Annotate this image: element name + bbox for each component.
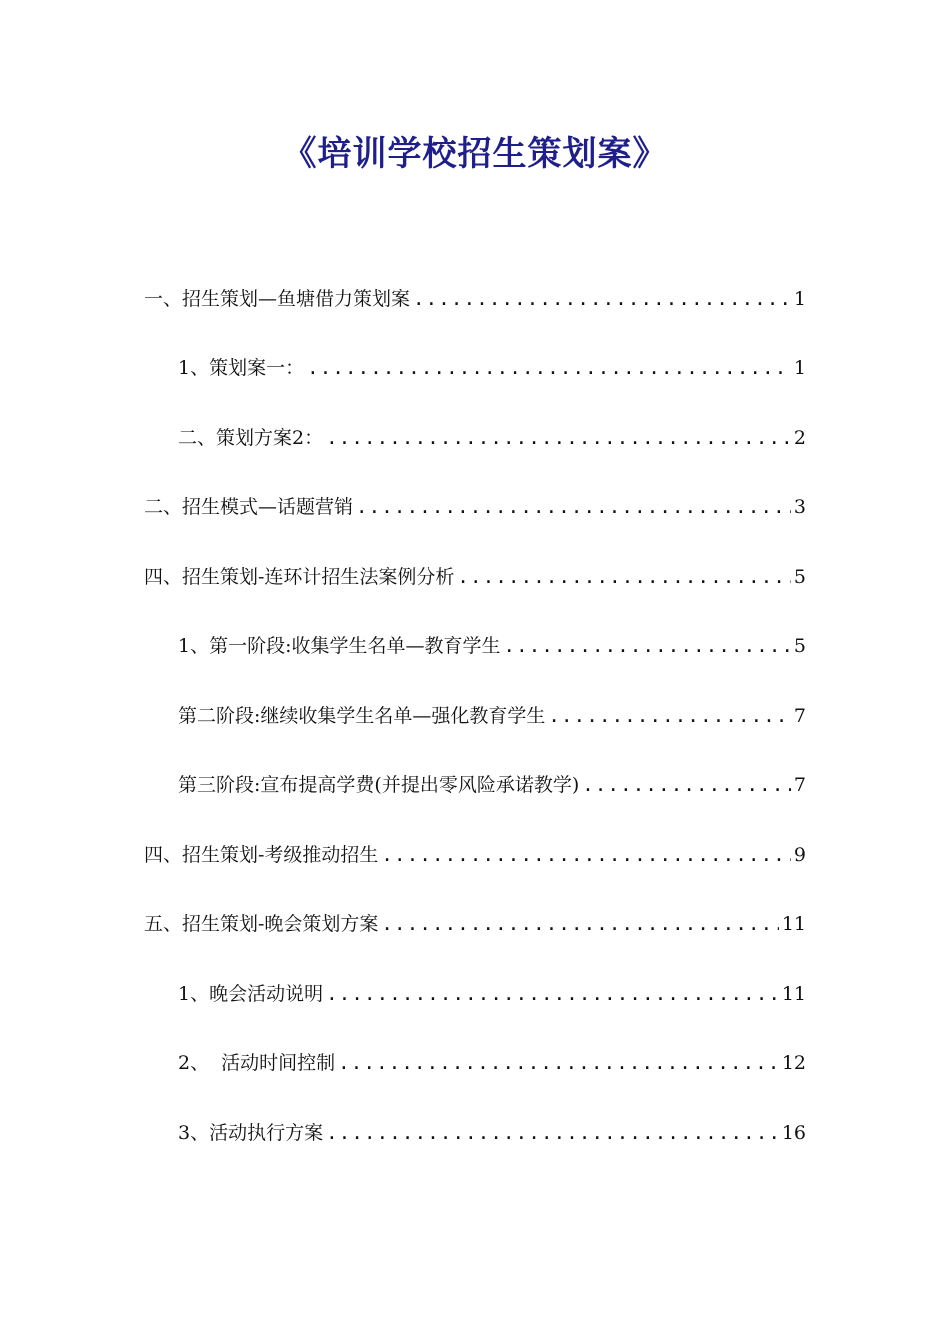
toc-dot-leader (582, 771, 791, 799)
toc-entry-page: 9 (793, 844, 806, 866)
document-title: 《培训学校招生策划案》 (282, 134, 668, 174)
toc-dot-leader (548, 702, 791, 730)
toc-entry-page: 2 (793, 427, 806, 449)
toc-dot-leader (338, 1049, 779, 1077)
toc-entry[interactable] (178, 1043, 806, 1077)
toc-entry-label: 1、晚会活动说明 (178, 983, 324, 1005)
toc-entry-label: 第二阶段:继续收集学生名单—强化教育学生 (178, 705, 546, 727)
toc-dot-leader (356, 493, 791, 521)
toc-entry-label: 2、 活动时间控制 (178, 1052, 336, 1074)
toc-entry[interactable] (144, 279, 806, 313)
toc-entry[interactable] (178, 765, 806, 799)
toc-dot-leader (381, 910, 778, 938)
toc-dot-leader (307, 354, 791, 382)
toc-dot-leader (326, 980, 779, 1008)
toc-entry-page: 1 (793, 288, 806, 310)
toc-entry[interactable] (144, 835, 806, 869)
toc-entry-page: 5 (793, 566, 806, 588)
toc-entry-label: 四、招生策划-考级推动招生 (144, 844, 379, 866)
toc-entry[interactable] (144, 487, 806, 521)
toc-entry[interactable] (144, 904, 806, 938)
toc-entry[interactable] (178, 1113, 806, 1147)
toc-dot-leader (381, 841, 790, 869)
toc-entry-page: 5 (793, 635, 806, 657)
toc-dot-leader (326, 424, 791, 452)
toc-dot-leader (457, 563, 790, 591)
toc-entry[interactable] (178, 418, 806, 452)
toc-entry[interactable] (178, 348, 806, 382)
toc-entry-label: 一、招生策划—鱼塘借力策划案 (144, 288, 411, 310)
toc-entry-page: 16 (781, 1122, 806, 1144)
toc-dot-leader (504, 632, 791, 660)
toc-entry-label: 1、第一阶段:收集学生名单—教育学生 (178, 635, 501, 657)
toc-entry-page: 7 (793, 705, 806, 727)
toc-entry-page: 3 (793, 496, 806, 518)
toc-entry-page: 12 (781, 1052, 806, 1074)
toc-entry-page: 11 (781, 983, 806, 1005)
toc-dot-leader (413, 285, 791, 313)
toc-entry-label: 五、招生策划-晚会策划方案 (144, 913, 379, 935)
toc-entry[interactable] (178, 626, 806, 660)
toc-entry-label: 二、招生模式—话题营销 (144, 496, 354, 518)
toc-entry-page: 11 (781, 913, 806, 935)
toc-entry[interactable] (178, 974, 806, 1008)
toc-entry-label: 第三阶段:宣布提高学费(并提出零风险承诺教学) (178, 774, 580, 796)
toc-entry-page: 1 (793, 357, 806, 379)
toc-entry[interactable] (144, 557, 806, 591)
toc-entry-label: 二、策划方案2： (178, 427, 324, 449)
toc-entry-label: 四、招生策划-连环计招生法案例分析 (144, 566, 455, 588)
toc-entry-label: 3、活动执行方案 (178, 1122, 324, 1144)
toc-entry-label: 1、策划案一： (178, 357, 305, 379)
toc-entry[interactable] (178, 696, 806, 730)
toc-entry-page: 7 (793, 774, 806, 796)
toc-dot-leader (326, 1119, 779, 1147)
